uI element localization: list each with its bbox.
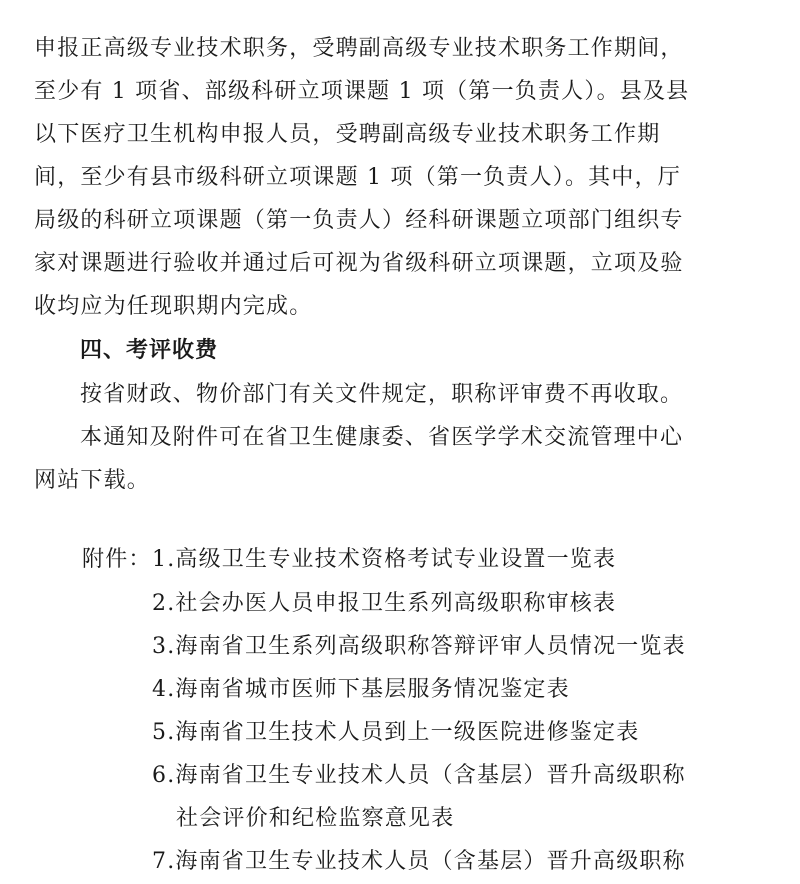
fee-paragraph: 按省财政、物价部门有关文件规定，职称评审费不再收取。 [80,382,684,407]
paragraph-line: 局级的科研立项课题（第一负责人）经科研课题立项部门组织专 [34,208,684,233]
section-heading: 四、考评收费 [80,338,219,363]
paragraph-line: 申报正高级专业技术职务，受聘副高级专业技术职务工作期间， [34,36,684,61]
paragraph-line: 家对课题进行验收并通过后可视为省级科研立项课题，立项及验 [34,251,684,276]
download-paragraph-line: 网站下载。 [34,468,151,493]
attachment-item: 4.海南省城市医师下基层服务情况鉴定表 [152,677,570,702]
attachments-label: 附件： [82,547,152,572]
attachment-item: 7.海南省卫生专业技术人员（含基层）晋升高级职称 [152,849,686,874]
attachment-item: 2.社会办医人员申报卫生系列高级职称审核表 [152,591,617,616]
paragraph-line: 收均应为任现职期内完成。 [34,294,313,319]
paragraph-line: 以下医疗卫生机构申报人员，受聘副高级专业技术职务工作期 [34,122,661,147]
paragraph-line: 间，至少有县市级科研立项课题 1 项（第一负责人）。其中，厅 [34,165,681,190]
attachment-item: 3.海南省卫生系列高级职称答辩评审人员情况一览表 [152,634,686,659]
attachment-item-continuation: 社会评价和纪检监察意见表 [176,806,455,831]
paragraph-line: 至少有 1 项省、部级科研立项课题 1 项（第一负责人）。县及县 [34,79,690,104]
download-paragraph-line: 本通知及附件可在省卫生健康委、省医学学术交流管理中心 [80,425,684,450]
attachment-item: 5.海南省卫生技术人员到上一级医院进修鉴定表 [152,720,640,745]
attachment-item: 6.海南省卫生专业技术人员（含基层）晋升高级职称 [152,763,686,788]
attachment-item: 1.高级卫生专业技术资格考试专业设置一览表 [152,547,617,572]
